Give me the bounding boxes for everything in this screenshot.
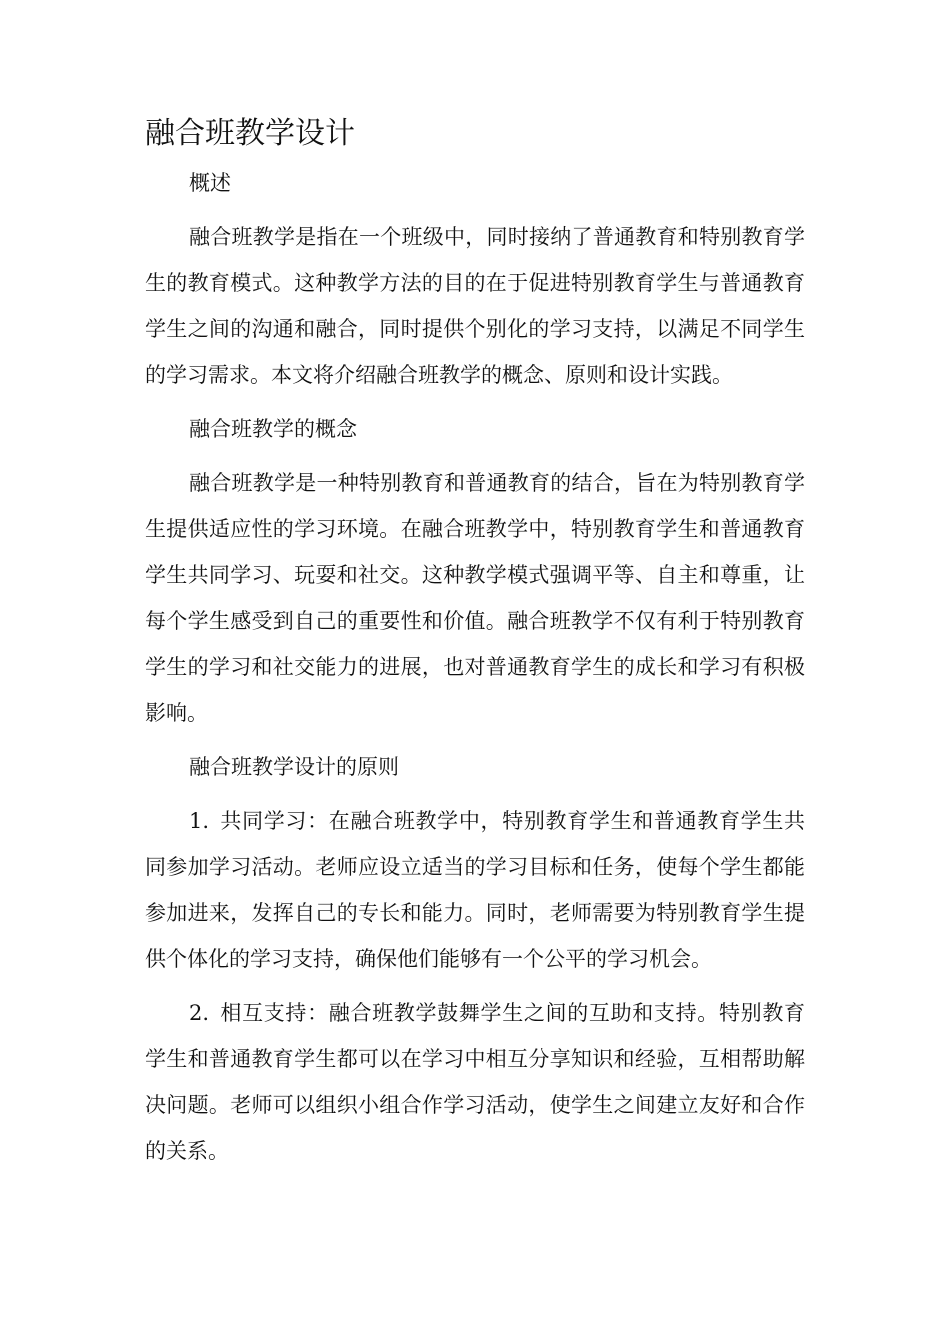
principle-item-text: 相互支持：融合班教学鼓舞学生之间的互助和支持。特别教育学生和普通教育学生都可以在学习中相互分享知识和经验，互相帮助解决问题。老师可以组织小组合作学习活动，使学生之间建立友好和合作的关系。 (145, 1001, 805, 1163)
principle-item-number: 1. (189, 809, 210, 833)
document-title: 融合班教学设计 (145, 116, 355, 151)
overview-heading: 概述 (189, 171, 231, 195)
principles-heading: 融合班教学设计的原则 (189, 755, 399, 779)
overview-paragraph: 融合班教学是指在一个班级中，同时接纳了普通教育和特别教育学生的教育模式。这种教学方法的目的在于促进特别教育学生与普通教育学生之间的沟通和融合，同时提供个别化的学习支持，以满足不同学生的学习需求。本文将介绍融合班教学的概念、原则和设计实践。 (145, 225, 805, 387)
concept-heading: 融合班教学的概念 (189, 417, 357, 441)
principle-item-1 (145, 798, 805, 982)
document-body (145, 160, 805, 1182)
principle-item-number: 2. (189, 1001, 210, 1025)
concept-paragraph: 融合班教学是一种特别教育和普通教育的结合，旨在为特别教育学生提供适应性的学习环境。在融合班教学中，特别教育学生和普通教育学生共同学习、玩耍和社交。这种教学模式强调平等、自主和尊重，让每个学生感受到自己的重要性和价值。融合班教学不仅有利于特别教育学生的学习和社交能力的进展，也对普通教育学生的成长和学习有积极影响。 (145, 471, 805, 725)
principle-item-text: 共同学习：在融合班教学中，特别教育学生和普通教育学生共同参加学习活动。老师应设立适当的学习目标和任务，使每个学生都能参加进来，发挥自己的专长和能力。同时，老师需要为特别教育学生提供个体化的学习支持，确保他们能够有一个公平的学习机会。 (145, 809, 805, 971)
principle-item-2 (145, 990, 805, 1174)
